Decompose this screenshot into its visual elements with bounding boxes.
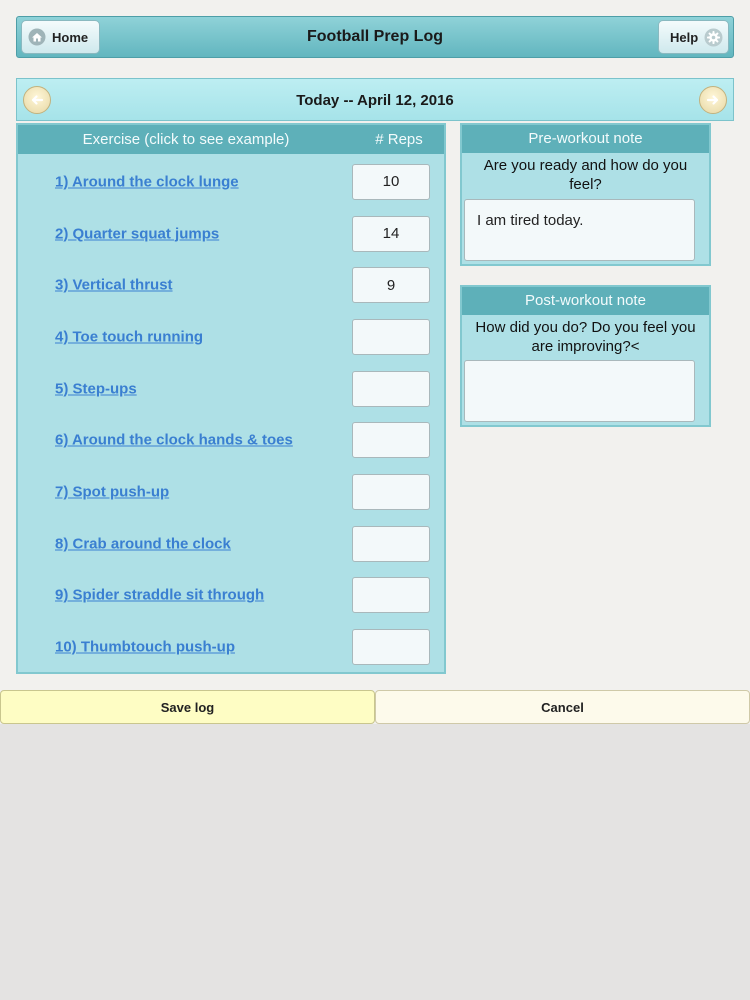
help-label: Help [670, 29, 699, 45]
reps-input-5[interactable] [352, 371, 430, 407]
pre-workout-note-panel [460, 123, 711, 266]
exercise-row [18, 363, 444, 415]
exercise-link-3[interactable]: 3) Vertical thrust [55, 276, 173, 294]
exercise-link-5[interactable]: 5) Step-ups [55, 380, 137, 398]
home-icon [28, 28, 46, 46]
exercise-table-header [18, 125, 444, 154]
pre-workout-note-field[interactable] [464, 199, 695, 261]
exercise-link-2[interactable]: 2) Quarter squat jumps [55, 225, 220, 243]
post-workout-question: How did you do? Do you feel you are improving?< [475, 319, 696, 355]
previous-day-button[interactable] [23, 86, 51, 114]
exercise-link-1[interactable]: 1) Around the clock lunge [55, 173, 239, 191]
date-bar [16, 78, 734, 121]
reps-column-header: # Reps [375, 131, 423, 148]
exercise-row [18, 570, 444, 622]
arrow-right-icon [705, 92, 721, 108]
exercise-link-7[interactable]: 7) Spot push-up [55, 483, 170, 501]
home-button[interactable] [21, 20, 100, 54]
reps-input-3[interactable] [352, 267, 430, 303]
reps-input-10[interactable] [352, 629, 430, 665]
reps-input-8[interactable] [352, 526, 430, 562]
date-title: Today -- April 12, 2016 [296, 92, 454, 109]
pre-workout-note-title: Pre-workout note [462, 125, 709, 153]
exercise-row [18, 208, 444, 260]
exercise-link-8[interactable]: 8) Crab around the clock [55, 535, 231, 553]
post-workout-note-field[interactable] [464, 360, 695, 422]
exercise-link-6[interactable]: 6) Around the clock hands & toes [55, 431, 293, 449]
pre-workout-question: Are you ready and how do you feel? [483, 157, 688, 193]
exercise-panel [16, 123, 446, 674]
exercise-column-header: Exercise (click to see example) [82, 131, 290, 148]
post-workout-note-panel [460, 285, 711, 427]
exercise-row [18, 259, 444, 311]
exercise-row [18, 156, 444, 208]
exercise-row [18, 518, 444, 570]
reps-input-9[interactable] [352, 577, 430, 613]
exercise-row [18, 414, 444, 466]
help-button[interactable] [658, 20, 729, 54]
exercise-link-4[interactable]: 4) Toe touch running [55, 328, 204, 346]
reps-input-2[interactable] [352, 216, 430, 252]
exercise-link-10[interactable]: 10) Thumbtouch push-up [55, 638, 235, 656]
reps-input-6[interactable] [352, 422, 430, 458]
next-day-button[interactable] [699, 86, 727, 114]
cancel-button[interactable]: Cancel [375, 690, 750, 724]
reps-input-1[interactable] [352, 164, 430, 200]
exercise-row [18, 466, 444, 518]
exercise-row [18, 311, 444, 363]
gear-icon [704, 28, 723, 47]
arrow-left-icon [29, 92, 45, 108]
exercise-list [18, 154, 444, 673]
home-label: Home [52, 29, 89, 45]
exercise-row [18, 621, 444, 673]
app-title: Football Prep Log [307, 28, 443, 45]
reps-input-4[interactable] [352, 319, 430, 355]
reps-input-7[interactable] [352, 474, 430, 510]
save-log-button[interactable]: Save log [0, 690, 375, 724]
header-bar [16, 16, 734, 58]
post-workout-note-title: Post-workout note [462, 287, 709, 315]
exercise-link-9[interactable]: 9) Spider straddle sit through [55, 586, 265, 604]
